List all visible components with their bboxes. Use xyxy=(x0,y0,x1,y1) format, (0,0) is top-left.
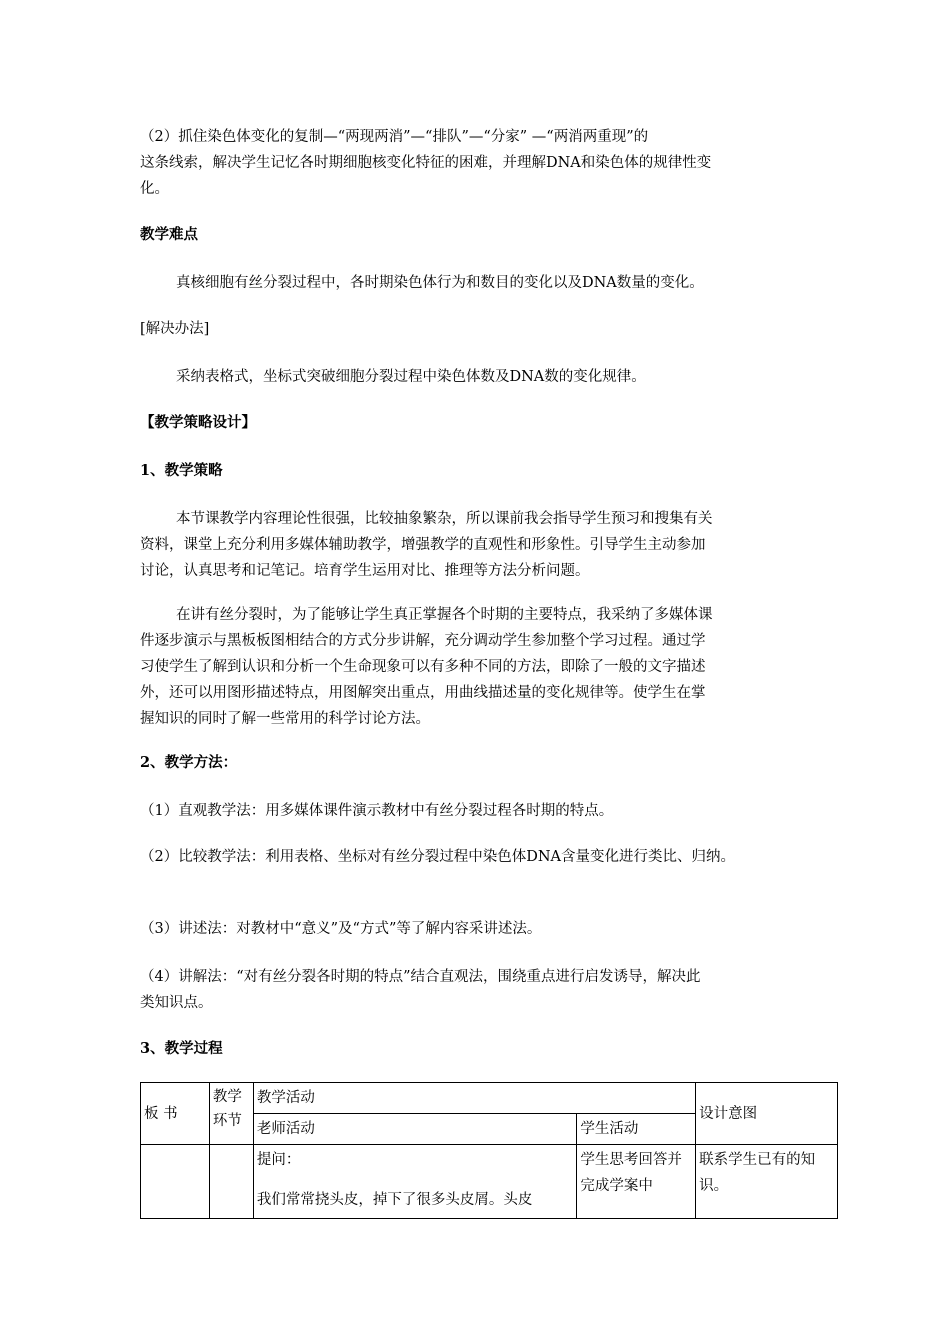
methods-heading: 2、教学方法： xyxy=(140,754,238,771)
strategy-p2-line-1: 在讲有丝分裂时，为了能够让学生真正掌握各个时期的主要特点，我采纳了多媒体课 xyxy=(176,607,713,623)
teaching-process-table xyxy=(140,1082,838,1219)
teacher-line-1: 提问： xyxy=(256,1152,301,1168)
method-4-line-2: 类知识点。 xyxy=(140,995,213,1011)
header-board: 板 书 xyxy=(141,1083,210,1145)
strategy-p2-line-5: 握知识的同时了解一些常用的科学讨论方法。 xyxy=(140,711,430,727)
strategy-p1-line-1: 本节课教学内容理论性很强，比较抽象繁杂，所以课前我会指导学生预习和搜集有关 xyxy=(176,511,713,527)
method-1: （1）直观教学法：用多媒体课件演示教材中有丝分裂过程各时期的特点。 xyxy=(140,803,614,819)
strategy-heading: 1、教学策略 xyxy=(140,462,223,479)
header-intent: 设计意图 xyxy=(696,1083,838,1145)
strategy-p2-line-4: 外，还可以用图形描述特点，用图解突出重点，用曲线描述量的变化规律等。使学生在掌 xyxy=(140,685,706,701)
intro-line-1: （2）抓住染色体变化的复制—“两现两消”—“排队”—“分家” —“两消两重现”的 xyxy=(140,129,649,145)
strategy-p2-line-2: 件逐步演示与黑板板图相结合的方式分步讲解，充分调动学生参加整个学习过程。通过学 xyxy=(140,633,706,649)
difficulty-text: 真核细胞有丝分裂过程中，各时期染色体行为和数目的变化以及DNA数量的变化。 xyxy=(176,275,704,291)
process-heading: 3、教学过程 xyxy=(140,1040,223,1057)
header-stage: 教学环节 xyxy=(209,1083,253,1145)
strategy-p1-line-3: 讨论，认真思考和记笔记。培育学生运用对比、推理等方法分析问题。 xyxy=(140,563,590,579)
method-4-line-1: （4）讲解法：“对有丝分裂各时期的特点”结合直观法，围绕重点进行启发诱导，解决此 xyxy=(140,969,701,985)
intro-line-3: 化。 xyxy=(140,181,169,197)
strategy-p2-line-3: 习使学生了解到认识和分析一个生命现象可以有多种不同的方法，即除了一般的文字描述 xyxy=(140,659,706,675)
table-row xyxy=(141,1145,838,1219)
header-teacher: 老师活动 xyxy=(253,1114,576,1145)
cell-stage xyxy=(209,1145,253,1219)
solution-heading: [解决办法] xyxy=(140,321,210,337)
cell-teacher xyxy=(253,1145,576,1219)
cell-student: 学生思考回答并完成学案中 xyxy=(577,1145,696,1219)
table-header-row-1 xyxy=(141,1083,838,1114)
cell-intent: 联系学生已有的知识。 xyxy=(696,1145,838,1219)
solution-text: 采纳表格式，坐标式突破细胞分裂过程中染色体数及DNA数的变化规律。 xyxy=(176,369,646,385)
header-student: 学生活动 xyxy=(577,1114,696,1145)
method-3: （3）讲述法：对教材中“意义”及“方式”等了解内容采讲述法。 xyxy=(140,921,542,937)
teacher-line-2: 我们常常挠头皮，掉下了很多头皮屑。头皮 xyxy=(256,1192,533,1208)
difficulty-heading: 教学难点 xyxy=(140,226,198,243)
header-activity: 教学活动 xyxy=(253,1083,695,1114)
strategy-design-heading: 【教学策略设计】 xyxy=(140,414,256,431)
method-2: （2）比较教学法：利用表格、坐标对有丝分裂过程中染色体DNA含量变化进行类比、归纳。 xyxy=(140,849,736,865)
cell-board xyxy=(141,1145,210,1219)
intro-line-2: 这条线索，解决学生记忆各时期细胞核变化特征的困难，并理解DNA和染色体的规律性变 xyxy=(140,155,712,171)
strategy-p1-line-2: 资料，课堂上充分利用多媒体辅助教学，增强教学的直观性和形象性。引导学生主动参加 xyxy=(140,537,706,553)
